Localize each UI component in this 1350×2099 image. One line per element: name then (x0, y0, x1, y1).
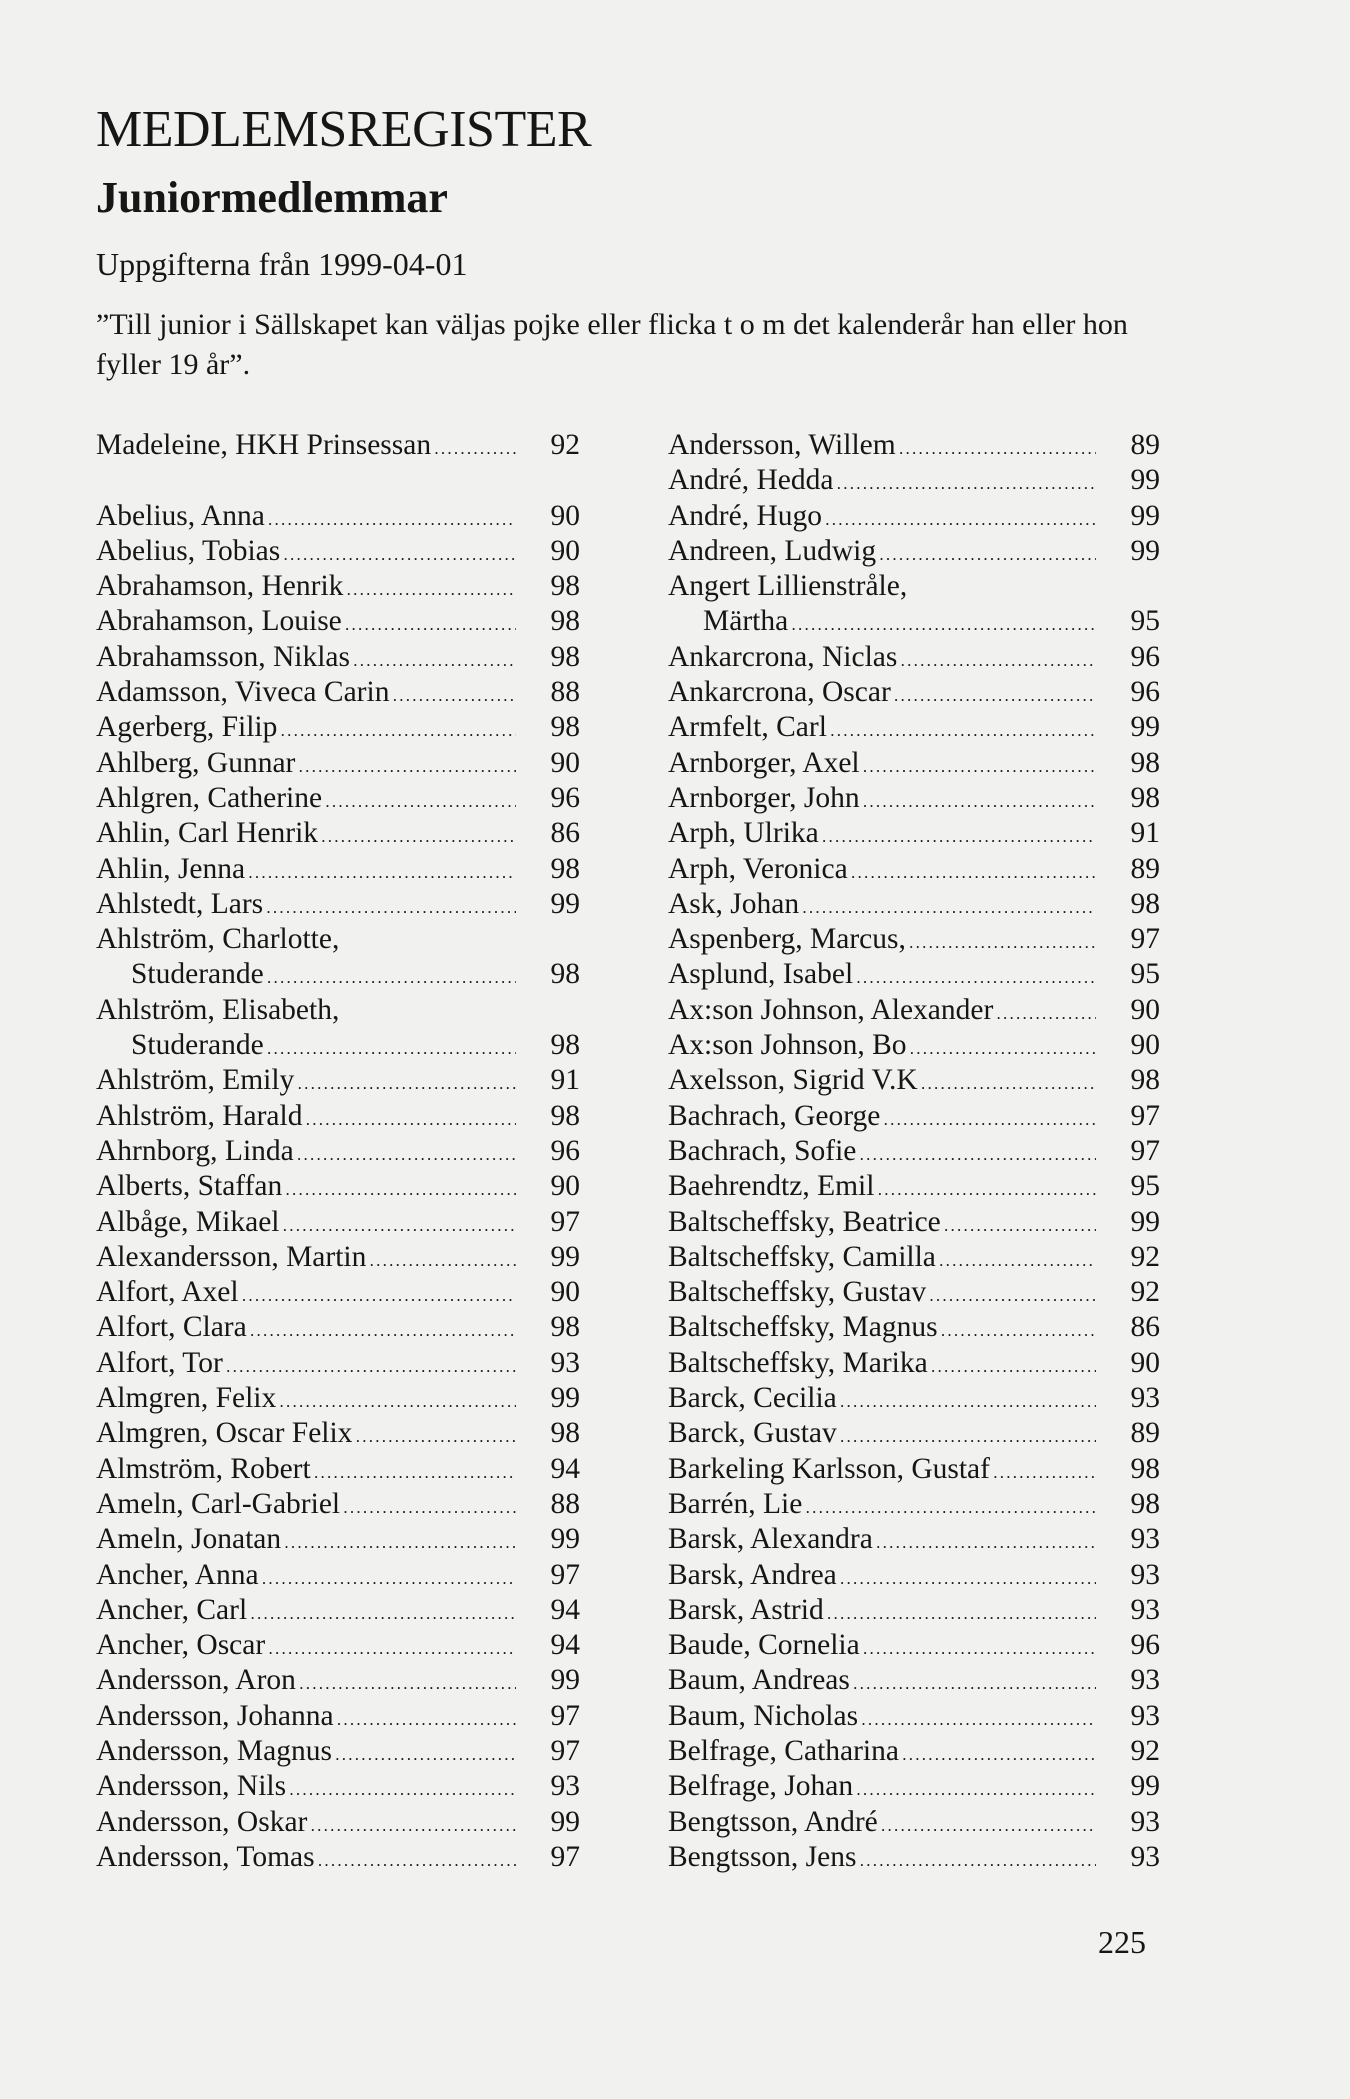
member-name: Barck, Cecilia . . . (668, 1381, 1096, 1419)
member-entry (96, 1416, 580, 1451)
membership-rule-quote: ”Till junior i Sällskapet kan väljas pojke eller flicka t o m det kalenderår han eller hon fyller 19 år”. (96, 308, 1128, 381)
member-entry (96, 1628, 580, 1663)
member-name: Bengtsson, André . . . (668, 1805, 1096, 1843)
member-year: 89 (1130, 1417, 1160, 1450)
member-name: Bachrach, George . . . (668, 1099, 1096, 1137)
member-year: 98 (550, 711, 580, 744)
member-year: 96 (550, 1134, 580, 1167)
member-name: Andersson, Johanna . . . (96, 1699, 516, 1737)
member-name: Andersson, Magnus . . . (96, 1734, 516, 1772)
member-entry (96, 816, 580, 851)
member-year: 89 (1130, 852, 1160, 885)
member-name: Bachrach, Sofie . . . (668, 1134, 1096, 1172)
member-entry (96, 1840, 580, 1875)
member-name: Arph, Veronica . . . (668, 852, 1096, 890)
member-year: 95 (1130, 958, 1160, 991)
member-entry (668, 993, 1160, 1028)
member-name: Arph, Ulrika . . . (668, 816, 1096, 854)
member-year: 91 (1130, 817, 1160, 850)
member-entry (668, 1063, 1160, 1098)
member-entry (668, 1593, 1160, 1628)
section-title: Juniormedlemmar (96, 173, 448, 222)
member-year: 97 (1130, 1134, 1160, 1167)
member-entry (668, 1169, 1160, 1204)
member-list-left-column (96, 428, 580, 1875)
member-name: Ahrnborg, Linda . . . (96, 1134, 516, 1172)
member-entry (668, 1205, 1160, 1240)
member-year: 93 (1130, 1805, 1160, 1838)
member-entry (668, 534, 1160, 569)
member-year: 93 (550, 1346, 580, 1379)
member-entry (96, 922, 580, 957)
member-name: Ahlström, Elisabeth, (96, 993, 340, 1026)
member-year: 99 (1130, 464, 1160, 497)
member-name: Baltscheffsky, Beatrice . . . (668, 1205, 1096, 1243)
member-name: Ahlin, Carl Henrik . . . (96, 816, 516, 854)
member-year: 91 (550, 1064, 580, 1097)
member-entry (96, 1452, 580, 1487)
member-name: Studerande . . . (96, 957, 516, 995)
member-year: 92 (1130, 1734, 1160, 1767)
member-name: Axelsson, Sigrid V.K . . . (668, 1063, 1096, 1101)
member-entry (96, 534, 580, 569)
member-name: Ancher, Oscar . . . (96, 1628, 516, 1666)
member-entry (96, 1805, 580, 1840)
member-name: Andersson, Oskar . . . (96, 1805, 516, 1843)
member-name: Baltscheffsky, Marika . . . (668, 1346, 1096, 1384)
member-entry (668, 1416, 1160, 1451)
member-name: Armfelt, Carl . . . (668, 710, 1096, 748)
member-name: Andersson, Willem . . . (668, 428, 1096, 466)
member-entry (668, 922, 1160, 957)
member-entry (96, 1522, 580, 1557)
member-year: 97 (550, 1558, 580, 1591)
member-year: 96 (1130, 640, 1160, 673)
member-year: 86 (1130, 1311, 1160, 1344)
member-year: 97 (550, 1734, 580, 1767)
member-entry (96, 1663, 580, 1698)
member-name: Ancher, Anna . . . (96, 1558, 516, 1596)
member-year: 98 (1130, 1064, 1160, 1097)
member-year: 89 (1130, 429, 1160, 461)
member-year: 98 (550, 958, 580, 991)
member-year: 97 (1130, 1099, 1160, 1132)
member-entry (96, 604, 580, 639)
member-entry (668, 1628, 1160, 1663)
member-name: Alfort, Axel . . . (96, 1275, 516, 1313)
member-year: 99 (1130, 534, 1160, 567)
member-entry (96, 1558, 580, 1593)
member-entry (668, 1522, 1160, 1557)
member-entry (96, 1381, 580, 1416)
member-entry (668, 569, 1160, 604)
member-name: Abrahamsson, Niklas . . . (96, 640, 516, 678)
list-spacer (96, 463, 580, 498)
member-entry (668, 675, 1160, 710)
member-entry (668, 1734, 1160, 1769)
page-title: MEDLEMSREGISTER (96, 101, 592, 158)
member-entry (668, 499, 1160, 534)
member-name: Ankarcrona, Niclas . . . (668, 640, 1096, 678)
member-name: Asplund, Isabel . . . (668, 957, 1096, 995)
member-year: 99 (1130, 499, 1160, 532)
member-entry (668, 1452, 1160, 1487)
member-name: Alberts, Staffan . . . (96, 1169, 516, 1207)
member-entry (668, 1099, 1160, 1134)
member-year: 99 (1130, 1770, 1160, 1803)
member-entry (96, 1769, 580, 1804)
member-entry (96, 1028, 580, 1063)
member-name: Belfrage, Catharina . . . (668, 1734, 1096, 1772)
member-name: Almström, Robert . . . (96, 1452, 516, 1490)
member-entry (96, 1275, 580, 1310)
member-year: 90 (1130, 1029, 1160, 1062)
member-entry (96, 993, 580, 1028)
member-year: 88 (550, 1487, 580, 1520)
member-entry (96, 1699, 580, 1734)
member-name: Ameln, Carl-Gabriel . . . (96, 1487, 516, 1525)
member-entry (96, 957, 580, 992)
member-year: 99 (550, 1240, 580, 1273)
member-entry (668, 887, 1160, 922)
member-year: 94 (550, 1452, 580, 1485)
member-name: Angert Lillienstråle, (668, 570, 908, 603)
member-name: Bengtsson, Jens . . . (668, 1840, 1096, 1878)
member-list-right-column (668, 428, 1160, 1875)
member-name: Abelius, Anna . . . (96, 499, 516, 537)
member-year: 86 (550, 817, 580, 850)
member-year: 93 (1130, 1840, 1160, 1873)
member-entry (668, 1699, 1160, 1734)
member-year: 99 (550, 1805, 580, 1838)
member-entry (668, 1275, 1160, 1310)
member-year: 88 (550, 676, 580, 709)
member-name: Ahlgren, Catherine . . . (96, 781, 516, 819)
member-entry (96, 675, 580, 710)
member-entry (96, 1487, 580, 1522)
member-year: 98 (1130, 1487, 1160, 1520)
member-year: 90 (1130, 993, 1160, 1026)
member-name: Agerberg, Filip . . . (96, 710, 516, 748)
member-name: Almgren, Oscar Felix . . . (96, 1416, 516, 1454)
member-year: 97 (550, 1840, 580, 1873)
member-year: 93 (1130, 1558, 1160, 1591)
member-name: Andersson, Nils . . . (96, 1769, 516, 1807)
member-year: 98 (550, 1099, 580, 1132)
member-entry (668, 1558, 1160, 1593)
member-year: 98 (550, 1029, 580, 1062)
member-entry (668, 1769, 1160, 1804)
member-entry (668, 1346, 1160, 1381)
member-name: Barrén, Lie . . . (668, 1487, 1096, 1525)
member-name: Alfort, Tor . . . (96, 1346, 516, 1384)
member-entry (96, 781, 580, 816)
member-year: 99 (550, 1664, 580, 1697)
member-entry (668, 1134, 1160, 1169)
member-year: 90 (1130, 1346, 1160, 1379)
member-year: 97 (1130, 923, 1160, 956)
member-name: Adamsson, Viveca Carin . . . (96, 675, 516, 713)
member-entry (668, 957, 1160, 992)
data-date-line: Uppgifterna från 1999-04-01 (96, 246, 468, 282)
member-year: 96 (1130, 1629, 1160, 1662)
member-entry (668, 1381, 1160, 1416)
member-entry (96, 1734, 580, 1769)
member-name: Ankarcrona, Oscar . . . (668, 675, 1096, 713)
member-entry (668, 1840, 1160, 1875)
member-year: 94 (550, 1593, 580, 1626)
page-number: 225 (1098, 1924, 1146, 1960)
member-name: Baltscheffsky, Magnus . . . (668, 1310, 1096, 1348)
member-name: Studerande . . . (96, 1028, 516, 1066)
member-name: Arnborger, Axel . . . (668, 746, 1096, 784)
member-year: 98 (550, 852, 580, 885)
member-year: 92 (1130, 1240, 1160, 1273)
member-year: 90 (550, 1276, 580, 1309)
member-name: Barsk, Andrea . . . (668, 1558, 1096, 1596)
member-name: Baude, Cornelia . . . (668, 1628, 1096, 1666)
member-entry (668, 816, 1160, 851)
member-name: Ahlström, Emily . . . (96, 1063, 516, 1101)
member-entry (96, 1240, 580, 1275)
member-name: Barsk, Alexandra . . . (668, 1522, 1096, 1560)
member-year: 98 (550, 1417, 580, 1450)
member-entry (96, 1310, 580, 1345)
member-entry (96, 887, 580, 922)
member-entry (668, 1663, 1160, 1698)
member-entry (96, 640, 580, 675)
member-name: Andreen, Ludwig . . . (668, 534, 1096, 572)
member-name: Abrahamson, Henrik . . . (96, 569, 516, 607)
member-year: 99 (550, 887, 580, 920)
member-entry (668, 746, 1160, 781)
member-entry (668, 604, 1160, 639)
member-year: 92 (550, 429, 580, 461)
member-year: 94 (550, 1629, 580, 1662)
member-entry (96, 499, 580, 534)
member-name: Ax:son Johnson, Alexander . . . (668, 993, 1096, 1031)
member-name: Alfort, Clara . . . (96, 1310, 516, 1348)
member-entry (96, 1169, 580, 1204)
member-entry (668, 710, 1160, 745)
member-name: Almgren, Felix . . . (96, 1381, 516, 1419)
member-entry (668, 781, 1160, 816)
member-name: Ask, Johan . . . (668, 887, 1096, 925)
member-entry (668, 463, 1160, 498)
member-name: Belfrage, Johan . . . (668, 1769, 1096, 1807)
member-name: Ax:son Johnson, Bo . . . (668, 1028, 1096, 1066)
member-year: 95 (1130, 1170, 1160, 1203)
member-entry (668, 428, 1160, 463)
member-year: 90 (550, 499, 580, 532)
member-year: 93 (1130, 1523, 1160, 1556)
member-name: Ahlin, Jenna . . . (96, 852, 516, 890)
member-name: Märtha . . . (668, 604, 1096, 642)
member-name: Aspenberg, Marcus, . . . (668, 922, 1096, 960)
member-entry (96, 1099, 580, 1134)
member-year: 98 (550, 640, 580, 673)
member-name: Andersson, Aron . . . (96, 1663, 516, 1701)
member-name: Barkeling Karlsson, Gustaf . . . (668, 1452, 1096, 1490)
member-name: Alexandersson, Martin . . . (96, 1240, 516, 1278)
member-name: Andersson, Tomas . . . (96, 1840, 516, 1878)
member-name: André, Hedda . . . (668, 463, 1096, 501)
member-year: 93 (1130, 1699, 1160, 1732)
member-year: 99 (1130, 711, 1160, 744)
member-name: Ancher, Carl . . . (96, 1593, 516, 1631)
member-year: 97 (550, 1699, 580, 1732)
member-entry (96, 710, 580, 745)
member-name: Abrahamson, Louise . . . (96, 604, 516, 642)
member-name: Baltscheffsky, Camilla . . . (668, 1240, 1096, 1278)
member-year: 98 (550, 570, 580, 603)
member-year: 97 (550, 1205, 580, 1238)
member-name: Ahlström, Harald . . . (96, 1099, 516, 1137)
member-entry (96, 1134, 580, 1169)
member-entry (96, 1205, 580, 1240)
member-entry (96, 1593, 580, 1628)
member-year: 90 (550, 746, 580, 779)
member-name: Albåge, Mikael . . . (96, 1205, 516, 1243)
member-entry (96, 852, 580, 887)
member-year: 90 (550, 1170, 580, 1203)
member-name: Arnborger, John . . . (668, 781, 1096, 819)
member-entry (668, 640, 1160, 675)
member-entry (668, 1487, 1160, 1522)
member-name: Barsk, Astrid . . . (668, 1593, 1096, 1631)
member-entry (668, 852, 1160, 887)
member-entry (668, 1310, 1160, 1345)
member-entry (668, 1240, 1160, 1275)
member-year: 93 (550, 1770, 580, 1803)
member-name: Baum, Andreas . . . (668, 1663, 1096, 1701)
member-year: 95 (1130, 605, 1160, 638)
member-year: 93 (1130, 1382, 1160, 1415)
member-year: 99 (550, 1523, 580, 1556)
member-year: 98 (1130, 887, 1160, 920)
member-year: 90 (550, 534, 580, 567)
member-year: 98 (1130, 1452, 1160, 1485)
member-year: 96 (1130, 676, 1160, 709)
member-year: 93 (1130, 1593, 1160, 1626)
member-entry (668, 1805, 1160, 1840)
member-year: 99 (1130, 1205, 1160, 1238)
member-year: 96 (550, 781, 580, 814)
member-year: 93 (1130, 1664, 1160, 1697)
member-name: Ameln, Jonatan . . . (96, 1522, 516, 1560)
member-name: Baltscheffsky, Gustav . . . (668, 1275, 1096, 1313)
member-name: Ahlberg, Gunnar . . . (96, 746, 516, 784)
member-entry (96, 1063, 580, 1098)
member-year: 98 (550, 1311, 580, 1344)
member-year: 98 (1130, 746, 1160, 779)
member-year: 98 (550, 605, 580, 638)
member-year: 99 (550, 1382, 580, 1415)
member-entry (96, 746, 580, 781)
member-name: Madeleine, HKH Prinsessan . . . (96, 428, 516, 466)
member-name: Baehrendtz, Emil . . . (668, 1169, 1096, 1207)
member-entry (96, 569, 580, 604)
member-entry (96, 1346, 580, 1381)
member-name: André, Hugo . . . (668, 499, 1096, 537)
member-year: 98 (1130, 781, 1160, 814)
member-name: Abelius, Tobias . . . (96, 534, 516, 572)
member-name: Barck, Gustav . . . (668, 1416, 1096, 1454)
member-name: Ahlstedt, Lars . . . (96, 887, 516, 925)
member-name: Baum, Nicholas . . . (668, 1699, 1096, 1737)
member-year: 92 (1130, 1276, 1160, 1309)
member-entry (668, 1028, 1160, 1063)
member-name: Ahlström, Charlotte, (96, 923, 340, 956)
member-entry (96, 428, 580, 463)
